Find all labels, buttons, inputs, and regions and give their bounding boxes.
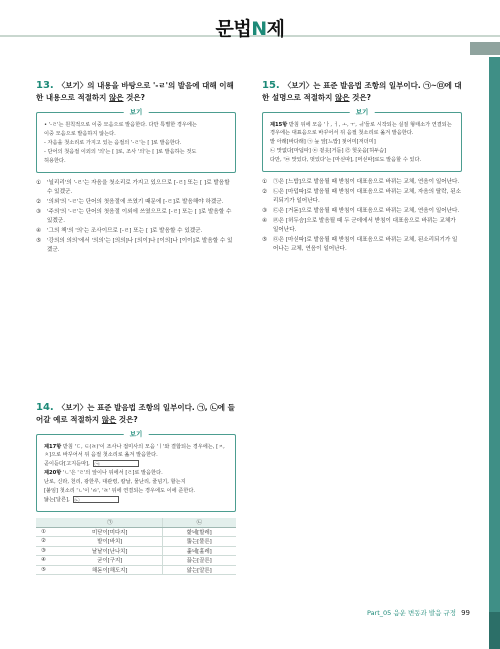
- bogi-line: - 자음을 첫소리로 가지고 있는 음절의 '-ㄹ'는 [ ]로 발음한다.: [44, 140, 182, 146]
- rule-15-example: ㉡ 맛없다[마덥따] ㉢ 겉옷[거돋] ㉣ 헛웃음[허두슴]: [270, 148, 387, 154]
- table-row[interactable]: ③ 낱낱이[난나치] 훑네[훌레]: [36, 546, 236, 556]
- option-1[interactable]: ① '늴리리'의 '-ㄹ'는 자음을 첫소리로 가지고 있으므로 [-ㄹ] 또는 [ ]로 발음할 수 있겠군.: [36, 180, 230, 195]
- rule-20-text: 'ㄴ'은 'ㄹ'의 앞이나 뒤에서 [ㄹ]로 발음한다.: [62, 470, 163, 476]
- bogi-label: 보기: [124, 108, 149, 117]
- table-row[interactable]: ① 미닫이[미다지] 핥네[할레]: [36, 527, 236, 537]
- option-5[interactable]: ⑤ '강의의 의의'에서 '의의'는 [의의]나 [의이]나 [이의]나 [이이]로 발음할 수 있겠군.: [36, 238, 233, 253]
- page-number: 99: [461, 609, 470, 617]
- option-1[interactable]: ① ㉠은 [느밥]으로 발음될 때 받침이 대표음으로 바뀌는 교체, 연음이 일어난다.: [262, 179, 460, 185]
- option-2[interactable]: ② ㉡은 [마덥따]로 발음될 때 받침이 대표음으로 바뀌는 교체, 자음의 탈락, 된소리되기가 일어난다.: [262, 189, 461, 204]
- question-13-stem: 13. 〈보기〉의 내용을 바탕으로 '-ㄹ'의 발음에 대해 이해한 내용으로 적절하지 않은 것은?: [36, 80, 234, 102]
- question-13-bogi-box: [36, 108, 236, 173]
- option-3[interactable]: ③ ㉢은 [거돋]으로 발음될 때 받침이 대표음으로 바뀌는 교체, 연음이 일어난다.: [262, 208, 460, 214]
- table-row[interactable]: ④ 굳이[구지] 끓는[끌른]: [36, 556, 236, 566]
- question-13-options: [36, 179, 236, 255]
- option-4[interactable]: ④ '그의 책'의 '의'는 조사이므로 [-ㄹ] 또는 [ ]로 발음할 수 있겠군.: [36, 228, 203, 234]
- rule-15-example: 밭 아래[바다래] ㉠ 늪 앞[느밥] 젖어미[저더미]: [270, 139, 376, 145]
- page-title: 문법N제: [215, 18, 285, 40]
- option-2[interactable]: ② '의외'의 '-ㄹ'는 단어의 첫음절에 쓰였기 때문에 [-ㄹ]로 발음해야 하겠군.: [36, 199, 224, 205]
- rule-17-text: 받침 'ㄷ, ㅌ(ㄾ)'이 조사나 접미사의 모음 'ㅣ'와 결합되는 경우에는, [ㅈ, ㅊ]으로 바꾸어서 뒤 음절 첫소리로 옮겨 발음한다.: [44, 444, 225, 458]
- question-14-stem: 14. 〈보기〉는 표준 발음법 조항의 일부이다. ㉠, ㉡에 들어갈 예로 적절하지 않은 것은?: [36, 402, 235, 424]
- rule-15-text: 받침 뒤에 모음 'ㅏ, ㅓ, ㅗ, ㅜ, ㅟ'들로 시작되는 실질 형태소가 연결되는 경우에는 대표음으로 바꾸어서 뒤 음절 첫소리로 옮겨 발음한다.: [270, 122, 452, 136]
- blank-box-a: ㉠: [93, 460, 139, 467]
- option-5[interactable]: ⑤ ㉤은 [마싣따]로 발음될 때 받침이 대표음으로 바뀌는 교체, 된소리되기가 일어나는 교체, 연음이 일어난다.: [262, 237, 458, 252]
- rule-20-attachment: [붙임] 첫소리 'ㄴ'이 'ㅀ', 'ㄾ' 뒤에 연결되는 경우에도 이에 준한다.: [44, 488, 196, 494]
- rule-20-title: 제20항: [44, 470, 62, 476]
- edge-tab: [470, 42, 500, 55]
- rule-17-title: 제17항: [44, 444, 62, 450]
- question-15-bogi-box: [262, 108, 462, 172]
- edge-bar: [489, 57, 500, 612]
- column-header-b: ㉡: [162, 518, 236, 527]
- bogi-line: 허용한다.: [44, 158, 66, 164]
- edge-bar-lower: [489, 612, 500, 649]
- bogi-line: 이중 모음으로 발음하지 않는다.: [44, 131, 116, 137]
- blank-box-b: ㉡: [73, 496, 119, 503]
- question-13: [36, 80, 236, 256]
- table-row[interactable]: ② 밭이[바치] 뚫는[뚤른]: [36, 537, 236, 547]
- rule-15-title: 제15항: [270, 122, 288, 128]
- bogi-line: • '-ㄹ'는 원칙적으로 이중 모음으로 발음한다. 다만 특별한 경우에는: [44, 122, 197, 128]
- bogi-label: 보기: [124, 430, 149, 439]
- question-14-bogi-box: [36, 430, 236, 512]
- footer-chapter: Part_05 음운 변동과 발음 규정: [366, 609, 457, 617]
- column-header-a: ㉠: [58, 518, 162, 527]
- option-3[interactable]: ③ '주의'의 '-ㄹ'는 단어의 첫음절 이외에 쓰였으므로 [-ㄹ] 또는 [ ]로 발음할 수 있겠군.: [36, 209, 232, 224]
- question-15-options: [262, 178, 462, 254]
- rule-17-example: 곧이듣다[고지듣따],: [44, 461, 92, 467]
- page-footer: [300, 608, 470, 617]
- table-row[interactable]: ⑤ 해돋이[해도지] 앓는[알른]: [36, 565, 236, 575]
- option-4[interactable]: ④ ㉣은 [허두슴]으로 발음될 때 두 군데에서 받침이 대표음으로 바뀌는 교체가 일어난다.: [262, 218, 456, 233]
- bogi-label: 보기: [350, 108, 375, 117]
- question-14: [36, 402, 236, 575]
- rule-15-exception: 다만, '㉤ 맛있다, 멋있다'는 [마싣따], [머싣따]로도 발음할 수 있다.: [270, 157, 422, 163]
- bogi-line: - 단어의 첫음절 이외의 '의'는 [ ]로, 조사 '의'는 [ ]로 발음하는 것도: [44, 149, 197, 155]
- question-15-stem: 15. 〈보기〉는 표준 발음법 조항의 일부이다. ㉠~㉤에 대한 설명으로 적절하지 않은 것은?: [262, 80, 462, 102]
- rule-20-example: 닳는[달른],: [44, 497, 72, 503]
- answer-table: [36, 518, 236, 575]
- question-15: [262, 80, 462, 255]
- rule-20-example: 난로, 신라, 천리, 광한루, 대관령, 칼날, 물난리, 줄넘기, 할는지: [44, 479, 186, 485]
